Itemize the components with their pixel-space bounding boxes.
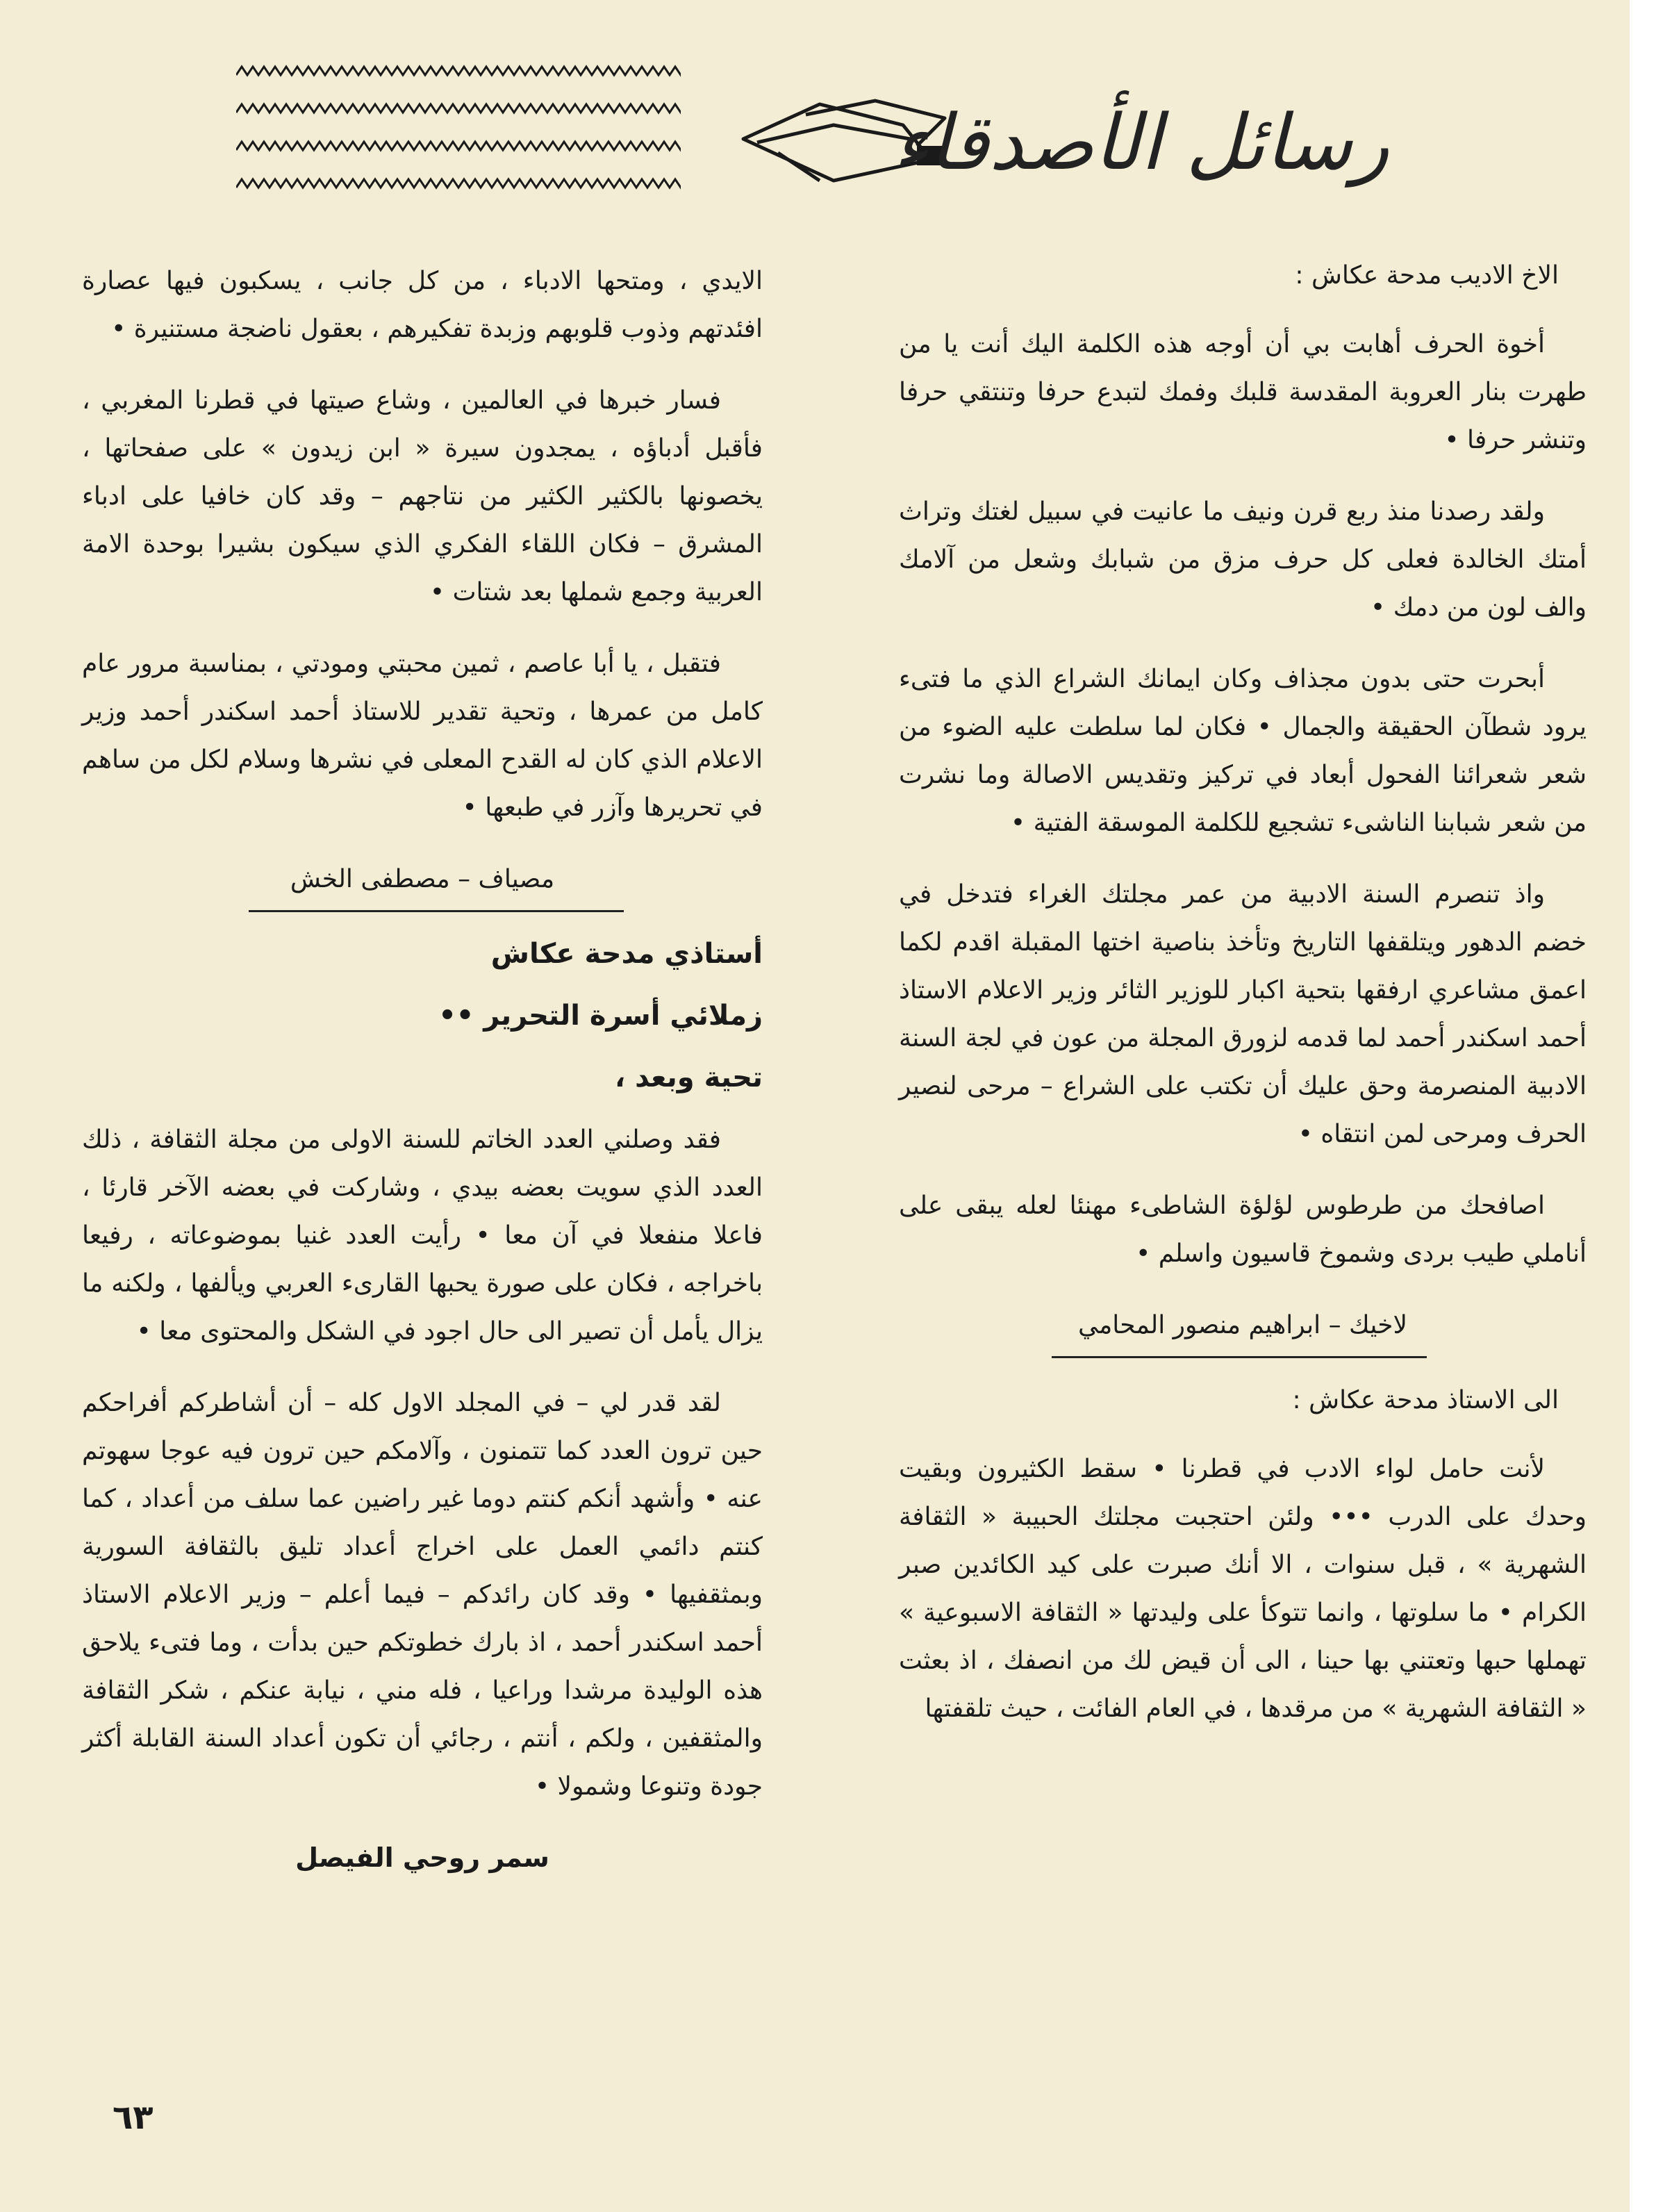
- letter1-paragraph: واذ تنصرم السنة الادبية من عمر مجلتك الغراء فتدخل في خضم الدهور ويتلقفها التاريخ وتأخذ بناصية اختها المقبلة اقدم لكما اعمق مشاعري ارفقها بتحية اكبار للوزير الثائر وزير الاعلام الاستاذ أحمد اسكندر أحمد لما قدمه لزورق المجلة من عون في لجة السنة الادبية المنصرمة وحق عليك أن تكتب على الشراع – مرحى لنصير الحرف ومرحى لمن انتقاه •: [899, 880, 1587, 1148]
- letter3-heading: أستاذي مدحة عكاش: [490, 938, 763, 970]
- letter2-salutation: الى الاستاذ مدحة عكاش :: [1292, 1386, 1559, 1414]
- letter3-heading: زملائي أسرة التحرير ••: [438, 1000, 763, 1032]
- divider-rule: [249, 910, 624, 912]
- page-number: ٦٣: [113, 2098, 154, 2137]
- letter2-paragraph: لأنت حامل لواء الادب في قطرنا • سقط الكثيرون وبقيت وحدك على الدرب ••• ولئن احتجبت مجلتك الحبيبة « الثقافة الشهرية » ، قبل سنوات ، الا أنك صبرت على كيد الكائدين صبر الكرام • ما سلوتها ، وانما تتوكأ على وليدتها « الثقافة الاسبوعية » تهملها حبها وتعتني بها حينا ، الى أن قيض لك من انصفك ، اذ بعثت « الثقافة الشهرية » من مرقدها ، في العام الفائت ، حيث تلقفتها: [899, 1455, 1587, 1723]
- letter2-paragraph: فسار خبرها في العالمين ، وشاع صيتها في قطرنا المغربي ، فأقبل أدباؤه ، يمجدون سيرة « ابن زيدون » على صفحاتها ، يخصونها بالكثير الكثير من نتاجهم – وقد كان خافيا على ادباء المشرق – فكان اللقاء الفكري الذي سيكون بشيرا بوحدة الامة العربية وجمع شملها بعد شتات •: [82, 386, 763, 606]
- letter1-paragraph: ولقد رصدنا منذ ربع قرن ونيف ما عانيت في سبيل لغتك وتراث أمتك الخالدة فعلى كل حرف مزق من شبابك وشعل من آلامك والف لون من دمك •: [899, 497, 1587, 622]
- letter3-paragraph: فقد وصلني العدد الخاتم للسنة الاولى من مجلة الثقافة ، ذلك العدد الذي سويت بعضه بيدي ، وشاركت في بعضه الآخر قارئا ، فاعلا منفعلا في آن معا • رأيت العدد غنيا بموضوعاته ، رفيعا باخراجه ، فكان على صورة يحبها القارىء العربي ويألفها ، ولكنه ما يزال يأمل أن تصير الى حال اجود في الشكل والمحتوى معا •: [82, 1125, 763, 1346]
- left-column: [82, 257, 763, 1889]
- letter2-signature: مصياف – مصطفى الخش: [290, 865, 555, 893]
- letter1-salutation: الاخ الاديب مدحة عكاش :: [1295, 261, 1559, 290]
- letter3-paragraph: لقد قدر لي – في المجلد الاول كله – أن أشاطركم أفراحكم حين ترون العدد كما تتمنون ، وآلامكم حين ترون فيه عوجا سهوتم عنه • وأشهد أنكم كنتم دوما غير راضين عما سلف من أعداد ، كما كنتم دائمي العمل على اخراج أعداد تليق بالثقافة السورية وبمثقفيها • وقد كان رائدكم – فيما أعلم – وزير الاعلام الاستاذ أحمد اسكندر أحمد ، اذ بارك خطوتكم حين بدأت ، وما فتىء يلاحق هذه الوليدة مرشدا وراعيا ، فله مني ، نيابة عنكم ، شكر الثقافة والمثقفين ، ولكم ، أنتم ، رجائي أن تكون أعداد السنة القابلة أكثر جودة وتنوعا وشمولا •: [82, 1389, 763, 1801]
- letter1-signature: لاخيك – ابراهيم منصور المحامي: [1077, 1311, 1408, 1339]
- right-column: [899, 251, 1587, 1756]
- letter1-paragraph: اصافحك من طرطوس لؤلؤة الشاطىء مهنئا لعله يبقى على أناملي طيب بردى وشموخ قاسيون واسلم •: [899, 1191, 1587, 1268]
- page-title: رسائل الأصدقاء: [893, 98, 1389, 187]
- divider-rule: [1052, 1356, 1427, 1358]
- letter2-paragraph: فتقبل ، يا أبا عاصم ، ثمين محبتي ومودتي ، بمناسبة مرور عام كامل من عمرها ، وتحية تقدير للاستاذ أحمد اسكندر أحمد وزير الاعلام الذي كان له القدح المعلى في نشرها وسلام لكل من ساهم في تحريرها وآزر في طبعها •: [82, 650, 763, 822]
- letter1-paragraph: أبحرت حتى بدون مجذاف وكان ايمانك الشراع الذي ما فتىء يرود شطآن الحقيقة والجمال • فكان لما سلطت عليه الضوء من شعر شعرائنا الفحول أبعاد في تركيز وتقديس الاصالة وما نشرت من شعر شبابنا الناشىء تشجيع للكلمة الموسقة الفتية •: [899, 665, 1587, 837]
- letter3-heading: تحية وبعد ،: [614, 1062, 763, 1093]
- letter1-paragraph: أخوة الحرف أهابت بي أن أوجه هذه الكلمة اليك أنت يا من طهرت بنار العروبة المقدسة قلبك وفمك لتبدع حرفا وتنتقي حرفا وتنشر حرفا •: [899, 330, 1587, 454]
- letter3-signature: سمر روحي الفيصل: [295, 1842, 549, 1873]
- zigzag-ornament: [236, 64, 681, 203]
- letter2-continuation: الايدي ، ومتحها الادباء ، من كل جانب ، يسكبون فيها عصارة افئدتهم وذوب قلوبهم وزبدة تفكيرهم ، بعقول ناضجة مستنيرة •: [82, 267, 763, 343]
- scan-margin: [1630, 0, 1656, 2212]
